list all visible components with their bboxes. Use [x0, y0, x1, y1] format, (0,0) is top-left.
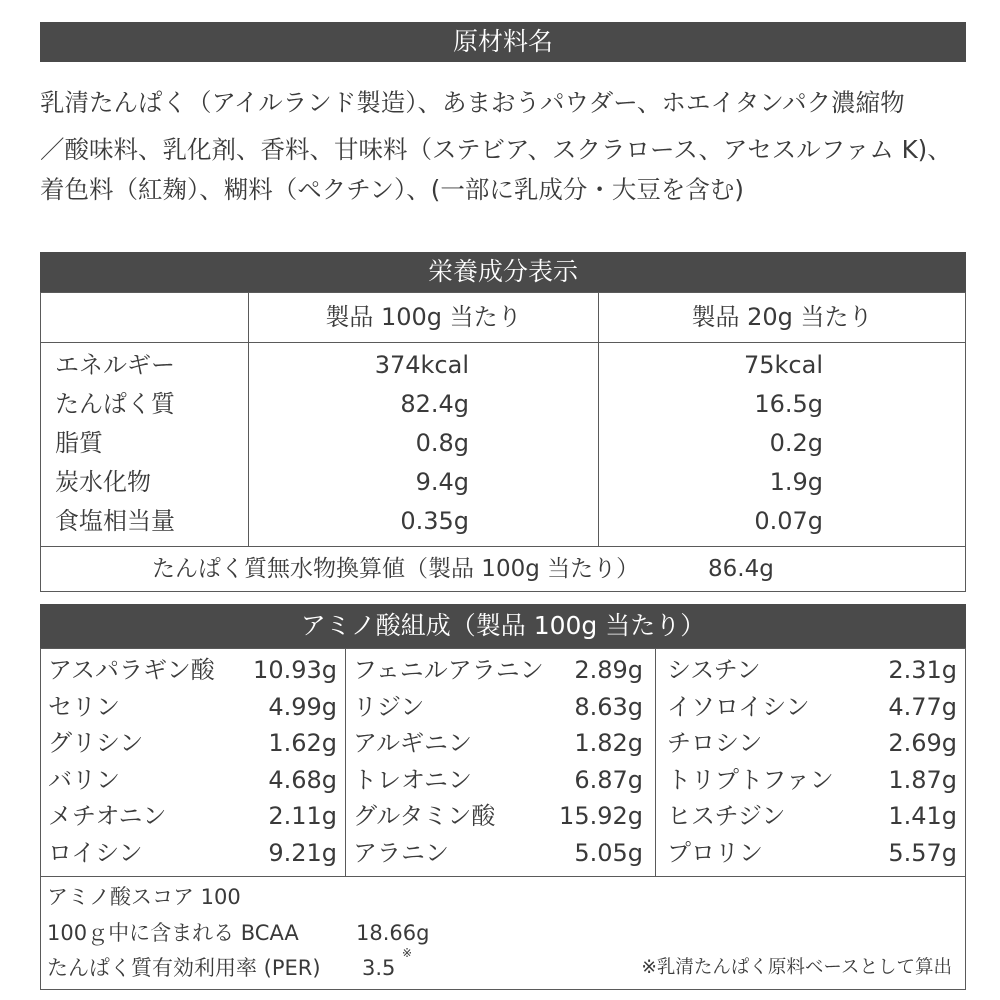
amino-acid-value: 2.69g	[888, 729, 957, 757]
amino-acid-name: トレオニン	[353, 765, 473, 794]
nutrient-value-per-100g: 9.4g	[415, 468, 469, 496]
amino-acid-name: チロシン	[667, 729, 763, 757]
amino-acid-name: フェニルアラニン	[353, 656, 544, 684]
nutrient-value-per-100g: 82.4g	[400, 390, 469, 418]
bcaa-value: 18.66g	[356, 921, 430, 945]
amino-row	[41, 652, 965, 689]
nutrition-row	[41, 424, 965, 463]
amino-acid-name: ヒスチジン	[667, 802, 786, 830]
ingredients-header: 原材料名	[40, 22, 966, 62]
amino-acid-value: 15.92g	[559, 802, 643, 830]
footnote: ※乳清たんぱく原料ベースとして算出	[641, 957, 952, 978]
nutrient-value-per-100g: 0.35g	[400, 507, 469, 535]
row-divider	[41, 342, 965, 343]
amino-acid-value: 5.05g	[574, 838, 643, 867]
amino-row	[41, 725, 965, 762]
amino-acid-name: グリシン	[48, 729, 144, 757]
amino-acid-name: アルギニン	[353, 729, 473, 757]
nutrient-label: エネルギー	[55, 351, 175, 379]
amino-acid-name: セリン	[48, 692, 120, 721]
amino-acid-value: 1.82g	[574, 729, 643, 757]
nutrient-label: 食塩相当量	[55, 507, 175, 535]
nutrient-value-per-20g: 75kcal	[743, 351, 823, 379]
amino-acid-name: シスチン	[667, 656, 761, 684]
amino-row	[41, 762, 965, 799]
amino-acid-score: アミノ酸スコア 100	[47, 885, 241, 909]
row-divider	[41, 876, 965, 877]
ingredients-line: ／酸味料、乳化剤、香料、甘味料（ステビア、スクラロース、アセスルファム K)、	[40, 135, 952, 164]
amino-acid-value: 1.62g	[268, 729, 337, 757]
anhydrous-protein-value: 86.4g	[708, 556, 774, 582]
amino-acid-value: 6.87g	[574, 765, 643, 794]
per-footnote-mark: ※	[402, 946, 413, 960]
nutrient-value-per-20g: 1.9g	[769, 468, 823, 496]
amino-acid-value: 4.77g	[888, 692, 957, 721]
amino-row	[41, 798, 965, 835]
amino-acid-name: イソロイシン	[667, 692, 810, 721]
nutrient-value-per-20g: 16.5g	[754, 390, 823, 418]
nutrition-row	[41, 463, 965, 502]
bcaa-label: 100ｇ中に含まれる BCAA	[47, 921, 299, 945]
amino-acid-name: トリプトファン	[667, 765, 834, 794]
nutrient-value-per-20g: 0.2g	[769, 429, 823, 457]
amino-acid-name: バリン	[48, 765, 120, 794]
amino-acid-name: グルタミン酸	[353, 802, 496, 830]
nutrition-header: 栄養成分表示	[40, 252, 966, 292]
amino-acid-value: 5.57g	[888, 838, 957, 867]
amino-acid-value: 9.21g	[268, 838, 337, 867]
amino-acid-value: 4.68g	[268, 765, 337, 794]
amino-acid-value: 2.89g	[574, 656, 643, 684]
amino-acid-value: 10.93g	[253, 656, 337, 684]
nutrition-row	[41, 502, 965, 541]
amino-acid-value: 2.31g	[888, 656, 957, 684]
amino-acid-value: 1.87g	[888, 765, 957, 794]
nutrition-table	[40, 292, 966, 592]
nutrition-row	[41, 346, 965, 385]
amino-row	[41, 689, 965, 726]
nutrient-value-per-20g: 0.07g	[754, 507, 823, 535]
nutrient-value-per-100g: 0.8g	[415, 429, 469, 457]
nutrient-label: 炭水化物	[55, 468, 151, 496]
amino-acid-value: 2.11g	[268, 802, 337, 830]
amino-acid-name: ロイシン	[48, 838, 143, 867]
anhydrous-protein-label: たんぱく質無水物換算値（製品 100g 当たり）	[152, 556, 640, 582]
per-value: 3.5	[362, 956, 396, 980]
nutrient-label: たんぱく質	[55, 390, 175, 418]
amino-row	[41, 835, 965, 872]
amino-acid-value: 8.63g	[574, 692, 643, 721]
nutrient-value-per-100g: 374kcal	[374, 351, 469, 379]
ingredients-line: 乳清たんぱく（アイルランド製造）、あまおうパウダー、ホエイタンパク濃縮物	[40, 88, 905, 117]
amino-acid-name: リジン	[353, 692, 425, 721]
amino-acid-name: アラニン	[353, 838, 449, 867]
amino-acid-name: アスパラギン酸	[48, 656, 215, 684]
amino-acid-table	[40, 648, 966, 990]
column-header-per-20g: 製品 20g 当たり	[691, 303, 873, 331]
amino-acid-value: 4.99g	[268, 692, 337, 721]
column-header-per-100g: 製品 100g 当たり	[325, 303, 522, 331]
nutrition-row	[41, 385, 965, 424]
amino-acid-name: プロリン	[667, 838, 763, 867]
amino-acid-value: 1.41g	[888, 802, 957, 830]
amino-acid-header: アミノ酸組成（製品 100g 当たり）	[40, 604, 966, 648]
per-label: たんぱく質有効利用率 (PER)	[47, 956, 321, 980]
ingredients-line: 着色料（紅麹）、糊料（ペクチン）、(一部に乳成分・大豆を含む)	[40, 175, 744, 204]
nutrient-label: 脂質	[55, 429, 103, 457]
amino-acid-name: メチオニン	[48, 802, 167, 830]
